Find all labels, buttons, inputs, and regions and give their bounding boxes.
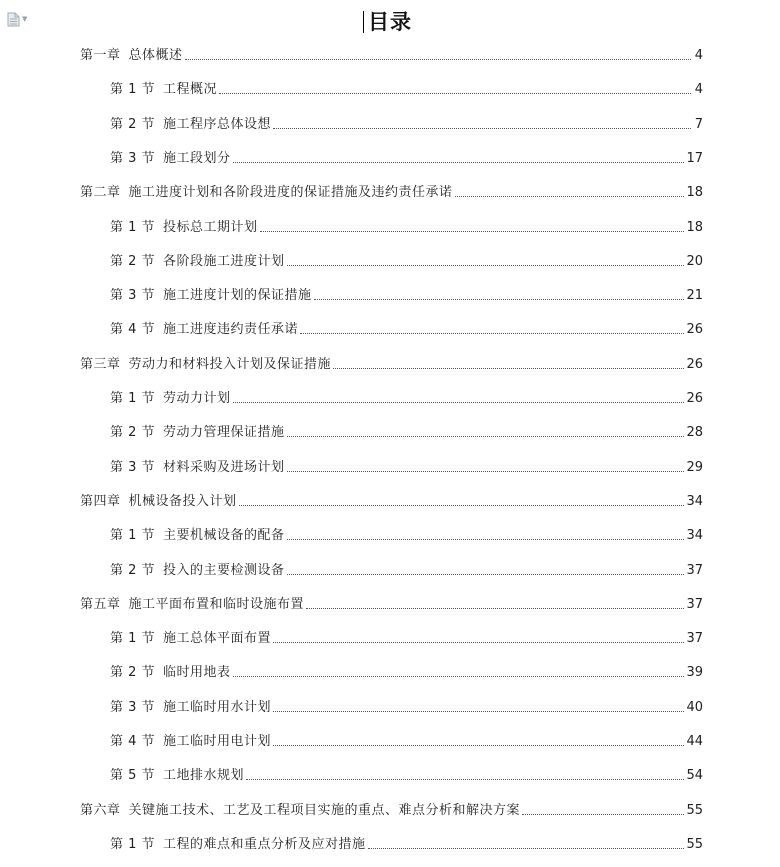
toc-page-number: 4 xyxy=(694,48,703,63)
toc-entry-label: 第 2 节 xyxy=(110,563,156,578)
toc-page-number: 4 xyxy=(694,82,703,97)
dot-leader xyxy=(260,231,685,232)
toc-section-entry[interactable] xyxy=(110,216,703,236)
toc-page-number: 44 xyxy=(686,734,703,749)
toc-entry-label: 第 2 节 xyxy=(110,425,156,440)
toc-entry-text xyxy=(80,48,183,64)
dot-leader xyxy=(287,471,685,472)
toc-entry-label: 第 2 节 xyxy=(110,117,156,132)
toc-entry-title: 施工平面布置和临时设施布置 xyxy=(128,597,305,612)
toc-entry-text xyxy=(80,494,237,510)
dot-leader xyxy=(233,162,685,163)
dot-leader xyxy=(306,608,684,609)
dot-leader xyxy=(333,368,684,369)
dot-leader xyxy=(185,59,691,60)
toc-page-number: 55 xyxy=(686,803,703,818)
toc-entry-text xyxy=(110,631,271,647)
toc-entry-text xyxy=(110,425,285,441)
toc-entry-label: 第一章 xyxy=(80,48,121,63)
toc-entry-text xyxy=(110,768,244,784)
toc-section-entry[interactable] xyxy=(110,456,703,476)
toc-page-number: 34 xyxy=(686,494,703,509)
toc-entry-title: 临时用地表 xyxy=(163,665,231,680)
toc-page-number: 26 xyxy=(686,391,703,406)
toc-entry-label: 第 5 节 xyxy=(110,768,156,783)
toc-entry-text xyxy=(110,117,271,133)
toc-entry-text xyxy=(80,185,453,201)
toc-page-number: 26 xyxy=(686,357,703,372)
dot-leader xyxy=(314,299,685,300)
toc-section-entry[interactable] xyxy=(110,627,703,647)
toc-entry-label: 第 1 节 xyxy=(110,391,156,406)
toc-entry-title: 工程概况 xyxy=(163,82,218,97)
toc-entry-text xyxy=(110,665,231,681)
toc-page-number: 39 xyxy=(686,665,703,680)
toc-entry-title: 机械设备投入计划 xyxy=(128,494,237,509)
toc-section-entry[interactable] xyxy=(110,387,703,407)
toc-entry-text xyxy=(110,734,271,750)
dot-leader xyxy=(273,745,684,746)
toc-section-entry[interactable] xyxy=(110,318,703,338)
dot-leader xyxy=(273,128,691,129)
toc-entry-label: 第三章 xyxy=(80,357,121,372)
toc-entry-label: 第 1 节 xyxy=(110,220,156,235)
toc-page-number: 37 xyxy=(686,631,703,646)
dot-leader xyxy=(287,436,685,437)
toc-entry-title: 主要机械设备的配备 xyxy=(163,528,285,543)
toc-entry-label: 第二章 xyxy=(80,185,121,200)
toc-section-entry[interactable] xyxy=(110,113,703,133)
toc-entry-label: 第 2 节 xyxy=(110,254,156,269)
toc-entry-text xyxy=(110,528,285,544)
toc-entry-title: 投标总工期计划 xyxy=(163,220,258,235)
dot-leader xyxy=(455,196,685,197)
toc-entry-text xyxy=(110,220,258,236)
toc-entry-label: 第 3 节 xyxy=(110,460,156,475)
toc-entry-title: 施工临时用水计划 xyxy=(163,700,272,715)
page-title: 目录 xyxy=(368,9,412,34)
dot-leader xyxy=(300,333,684,334)
toc-section-entry[interactable] xyxy=(110,730,703,750)
toc-page-number: 18 xyxy=(686,220,703,235)
toc-entry-title: 投入的主要检测设备 xyxy=(163,563,285,578)
toc-entry-text xyxy=(110,700,271,716)
toc-section-entry[interactable] xyxy=(110,147,703,167)
toc-entry-label: 第 1 节 xyxy=(110,82,156,97)
toc-entry-title: 劳动力计划 xyxy=(163,391,231,406)
toc-entry-title: 施工程序总体设想 xyxy=(163,117,272,132)
dot-leader xyxy=(246,779,684,780)
toc-page-number: 54 xyxy=(686,768,703,783)
toc-entry-title: 施工总体平面布置 xyxy=(163,631,272,646)
dot-leader xyxy=(233,676,685,677)
toc-page-number: 21 xyxy=(686,288,703,303)
dot-leader xyxy=(273,711,684,712)
toc-page-number: 37 xyxy=(686,563,703,578)
chevron-down-icon: ▼ xyxy=(22,15,28,23)
toc-entry-label: 第五章 xyxy=(80,597,121,612)
toc-entry-title: 劳动力管理保证措施 xyxy=(163,425,285,440)
toc-section-entry[interactable] xyxy=(110,559,703,579)
dot-leader xyxy=(368,848,685,849)
dot-leader xyxy=(273,642,684,643)
dot-leader xyxy=(233,402,685,403)
toc-page-number: 20 xyxy=(686,254,703,269)
toc-page-number: 34 xyxy=(686,528,703,543)
dot-leader xyxy=(287,539,685,540)
toc-entry-title: 各阶段施工进度计划 xyxy=(163,254,285,269)
toc-entry-text xyxy=(110,391,231,407)
toc-entry-title: 工地排水规划 xyxy=(163,768,245,783)
toc-page-number: 26 xyxy=(686,322,703,337)
toc-section-entry[interactable] xyxy=(110,250,703,270)
toc-entry-label: 第 4 节 xyxy=(110,734,156,749)
toc-entry-label: 第 4 节 xyxy=(110,322,156,337)
toc-entry-text xyxy=(80,803,520,819)
toc-section-entry[interactable] xyxy=(110,524,703,544)
dot-leader xyxy=(287,265,685,266)
toc-page-number: 55 xyxy=(686,837,703,852)
dot-leader xyxy=(522,814,684,815)
toc-chapter-entry[interactable] xyxy=(80,799,703,819)
toc-entry-text xyxy=(80,597,304,613)
dot-leader xyxy=(219,93,691,94)
dot-leader xyxy=(239,505,685,506)
toc-entry-label: 第 3 节 xyxy=(110,151,156,166)
toc-section-entry[interactable] xyxy=(110,764,703,784)
toc-page-number: 40 xyxy=(686,700,703,715)
toc-entry-label: 第 3 节 xyxy=(110,700,156,715)
toc-entry-text xyxy=(110,837,366,853)
toc-entry-title: 工程的难点和重点分析及应对措施 xyxy=(163,837,366,852)
toc-page-number: 28 xyxy=(686,425,703,440)
toc-entry-text xyxy=(110,460,285,476)
toc-entry-text xyxy=(110,254,285,270)
toc-page-number: 7 xyxy=(694,117,703,132)
toc-section-entry[interactable] xyxy=(110,421,703,441)
toc-section-entry[interactable] xyxy=(110,78,703,98)
toc-entry-label: 第六章 xyxy=(80,803,121,818)
toc-entry-title: 施工进度违约责任承诺 xyxy=(163,322,299,337)
toc-chapter-entry[interactable] xyxy=(80,181,703,201)
toc-entry-text xyxy=(110,151,231,167)
toc-entry-label: 第 1 节 xyxy=(110,837,156,852)
toc-section-entry[interactable] xyxy=(110,284,703,304)
toc-entry-title: 关键施工技术、工艺及工程项目实施的重点、难点分析和解决方案 xyxy=(128,803,521,818)
toc-page-number: 18 xyxy=(686,185,703,200)
toc-page-number: 17 xyxy=(686,151,703,166)
toc-entry-text xyxy=(110,82,217,98)
toc-entry-text xyxy=(110,322,298,338)
toc-chapter-entry[interactable] xyxy=(80,44,703,64)
toc-section-entry[interactable] xyxy=(110,833,703,853)
toc-chapter-entry[interactable] xyxy=(80,353,703,373)
toc-page-number: 37 xyxy=(686,597,703,612)
toc-entry-label: 第 1 节 xyxy=(110,631,156,646)
toc-entry-title: 施工临时用电计划 xyxy=(163,734,272,749)
toc-entry-title: 劳动力和材料投入计划及保证措施 xyxy=(128,357,332,372)
toc-entry-title: 施工段划分 xyxy=(163,151,231,166)
toc-chapter-entry[interactable] xyxy=(80,593,703,613)
toc-entry-title: 材料采购及进场计划 xyxy=(163,460,285,475)
toc-entry-title: 施工进度计划的保证措施 xyxy=(163,288,312,303)
toc-entry-label: 第 1 节 xyxy=(110,528,156,543)
dot-leader xyxy=(287,574,685,575)
toc-entry-text xyxy=(110,563,285,579)
toc-entry-title: 施工进度计划和各阶段进度的保证措施及违约责任承诺 xyxy=(128,185,453,200)
toc-entry-label: 第 3 节 xyxy=(110,288,156,303)
toc-chapter-entry[interactable] xyxy=(80,490,703,510)
toc-section-entry[interactable] xyxy=(110,661,703,681)
toc-page-number: 29 xyxy=(686,460,703,475)
toc-entry-text xyxy=(110,288,312,304)
toc-entry-label: 第四章 xyxy=(80,494,121,509)
toc-entry-label: 第 2 节 xyxy=(110,665,156,680)
toc-entry-text xyxy=(80,357,331,373)
toc-section-entry[interactable] xyxy=(110,696,703,716)
toc-entry-title: 总体概述 xyxy=(128,48,183,63)
